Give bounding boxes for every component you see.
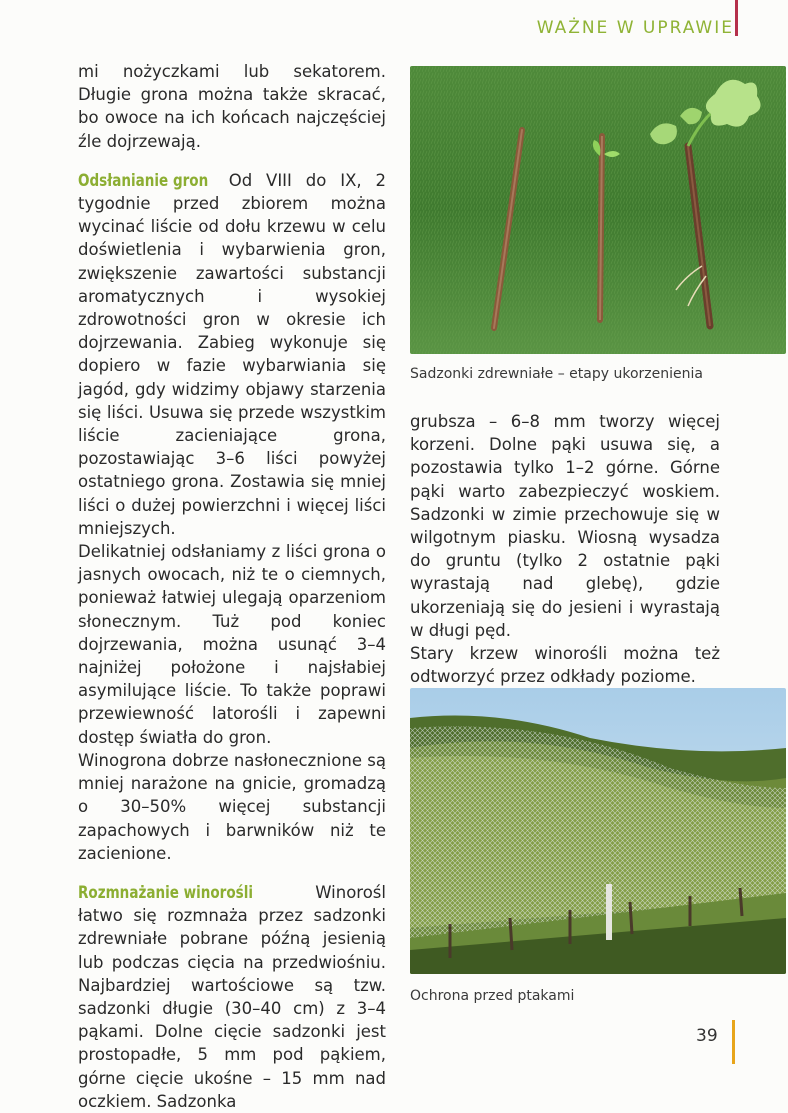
intro-paragraph: mi nożyczkami lub sekatorem. Długie grona można także skracać, bo owoce na ich końcach najczęściej źle dojrzewają. bbox=[78, 62, 386, 151]
section-odslanianie bbox=[78, 169, 386, 540]
body-paragraph: Stary krzew winorośli można też odtworzyć przez odkłady poziome. bbox=[410, 644, 720, 687]
section-header: WAŻNE W UPRAWIE bbox=[536, 18, 734, 38]
page-accent-bar bbox=[732, 1020, 735, 1064]
body-paragraph: Winogrona dobrze nasłonecznione są mniej narażone na gnicie, gromadzą o 30–50% więcej substancji zapachowych i barwników niż te zacienione. bbox=[78, 750, 386, 863]
photo-caption: Ochrona przed ptakami bbox=[410, 988, 575, 1004]
photo-vineyard-netting bbox=[410, 688, 786, 974]
section-text: Winorośl łatwo się rozmnaża przez sadzonki zdrewniałe pobrane późną jesienią lub podczas cięcia na przedwiośniu. Najbardziej wartościowe są tzw. sadzonki długie (30–40 cm) z 3–4 pąkami. Dolne cięcie sadzonki jest prostopadłe, 5 mm pod pąkiem, górne cięcie ukośne – 15 mm nad oczkiem. Sadzonka bbox=[78, 882, 386, 1111]
section-heading: Rozmnażanie winorośli bbox=[78, 882, 253, 902]
photo-cuttings bbox=[410, 66, 786, 354]
section-rozmnazanie bbox=[78, 881, 386, 1113]
body-paragraph: Delikatniej odsłaniamy z liści grona o jasnych owocach, niż te o ciemnych, ponieważ łatwiej ulegają oparzeniom słonecznym. Tuż pod koniec dojrzewania, można usunąć 3–4 najniżej położone i najsłabiej asymilujące liście. To także poprawi przewiewność latorośli i zapewni dostęp światła do gron. bbox=[78, 542, 386, 747]
right-column bbox=[410, 410, 720, 688]
page-number: 39 bbox=[696, 1026, 718, 1046]
left-column bbox=[78, 60, 386, 1113]
photo-caption: Sadzonki zdrewniałe – etapy ukorzenienia bbox=[410, 366, 703, 382]
section-heading: Odsłanianie gron bbox=[78, 170, 209, 190]
section-text: Od VIII do IX, 2 tygodnie przed zbiorem można wycinać liście od dołu krzewu w celu doświetlenia i wybarwienia gron, zwiększenie zawartości substancji aromatycznych i wysokiej zdrowotności gron w okresie ich dojrzewania. Zabieg wykonuje się dopiero w fazie wybarwiania się jagód, gdy widzimy objawy starzenia się liści. Usuwa się przede wszystkim liście zacieniające grona, pozostawiając 3–6 liści powyżej ostatniego grona. Zostawia się mniej liści o dużej powierzchni i więcej liści mniejszych. bbox=[78, 170, 386, 538]
header-accent-bar bbox=[735, 0, 738, 36]
body-paragraph: grubsza – 6–8 mm tworzy więcej korzeni. Dolne pąki usuwa się, a pozostawia tylko 1–2 górne. Górne pąki warto zabezpieczyć woskiem. Sadzonki w zimie przechowuje się w wilgotnym piasku. Wiosną wysadza do gruntu (tylko 2 ostatnie pąki wyrastają nad glebę), gdzie ukorzeniają się do jesieni i wyrastają w długi pęd. bbox=[410, 412, 720, 640]
